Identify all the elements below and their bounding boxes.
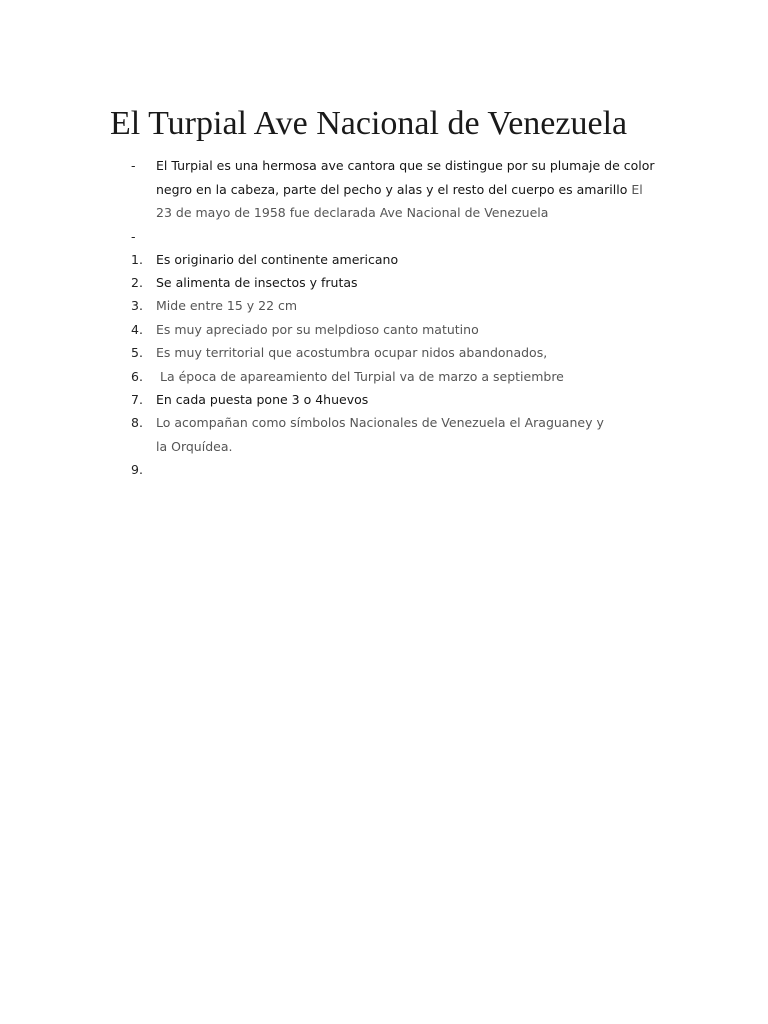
bullet-marker: - bbox=[131, 158, 136, 173]
list-item-text: Es muy territorial que acostumbra ocupar nidos abandonados, bbox=[156, 345, 548, 360]
intro-text-part2: El 23 de mayo de 1958 fue declarada Ave Nacional de Venezuela bbox=[156, 181, 643, 220]
list-number: 3. bbox=[131, 298, 143, 313]
list-item-text: Mide entre 15 y 22 cm bbox=[156, 298, 298, 313]
list-item-text: Lo acompañan como símbolos Nacionales de Venezuela el Araguaney y la Orquídea. bbox=[156, 415, 604, 454]
list-number: 4. bbox=[131, 322, 143, 337]
list-number: 1. bbox=[131, 252, 143, 267]
list-number: 7. bbox=[131, 392, 143, 407]
list-item-text: La época de apareamiento del Turpial va de marzo a septiembre bbox=[156, 369, 564, 384]
list-item-text: Es muy apreciado por su melpdioso canto matutino bbox=[156, 322, 479, 337]
list-number: 2. bbox=[131, 275, 143, 290]
list-number: 9. bbox=[131, 462, 143, 477]
list-item-text: En cada puesta pone 3 o 4huevos bbox=[156, 392, 369, 407]
list-number: 5. bbox=[131, 345, 143, 360]
list-item-text: Se alimenta de insectos y frutas bbox=[156, 275, 358, 290]
list-number: 6. bbox=[131, 369, 143, 384]
list-item-text: Es originario del continente americano bbox=[156, 252, 399, 267]
bullet-marker: - bbox=[131, 229, 136, 244]
intro-text-part1: El Turpial es una hermosa ave cantora que se distingue por su plumaje de color negro en la cabeza, parte del pecho y alas y el resto del cuerpo es amarillo bbox=[156, 158, 655, 197]
intro-paragraph bbox=[156, 154, 656, 225]
document-title: El Turpial Ave Nacional de Venezuela bbox=[110, 105, 628, 142]
list-number: 8. bbox=[131, 415, 143, 430]
